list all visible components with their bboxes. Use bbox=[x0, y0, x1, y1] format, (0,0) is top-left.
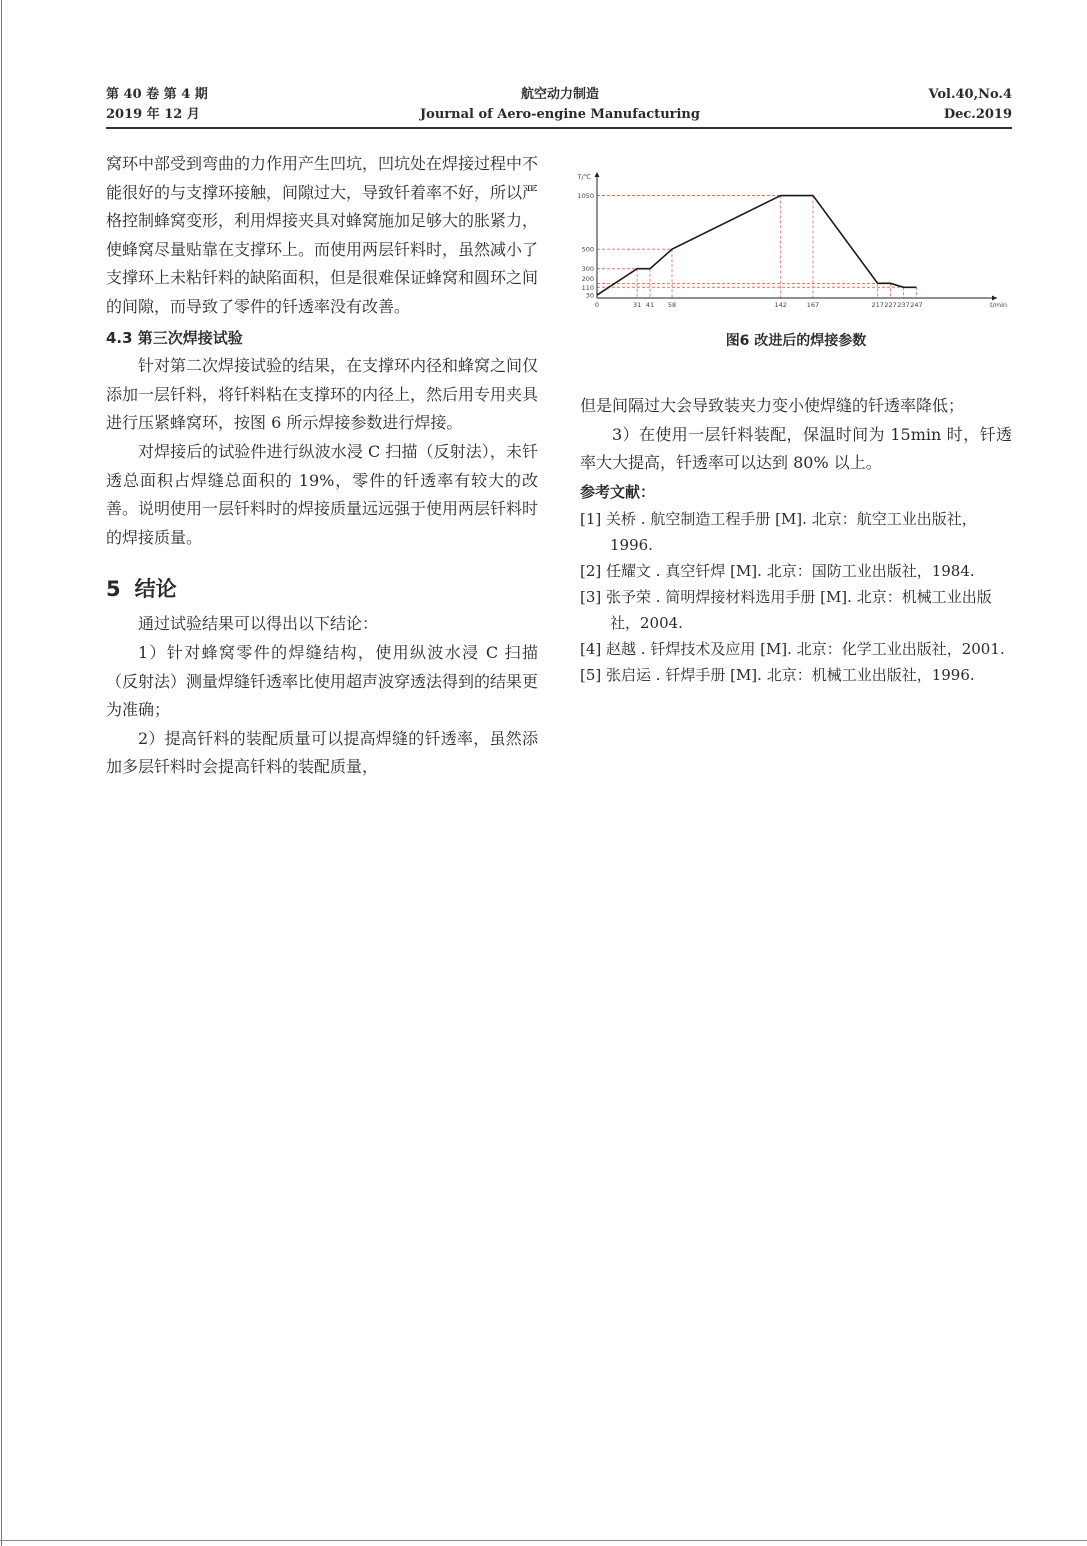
y-axis-label: T/℃ bbox=[577, 173, 591, 181]
x-tick-label: 227 bbox=[884, 301, 897, 309]
reference-item: [4] 赵越 . 钎焊技术及应用 [M]. 北京：化学工业出版社，2001. bbox=[580, 640, 1005, 659]
volume-issue-en: Vol.40,No.4 bbox=[928, 87, 1012, 102]
reference-item: [3] 张予荣 . 简明焊接材料选用手册 [M]. 北京：机械工业出版社，2004. bbox=[580, 588, 992, 633]
paragraph: 1）针对蜂窝零件的焊缝结构，使用纵波水浸 C 扫描（反射法）测量焊缝钎透率比使用超声波穿透法得到的结果更为准确； bbox=[106, 642, 539, 720]
x-tick-label: 217 bbox=[871, 301, 884, 309]
reference-list bbox=[580, 506, 1012, 688]
header-rule bbox=[106, 127, 1012, 129]
section-number: 5 bbox=[106, 577, 121, 602]
x-tick-label: 0 bbox=[594, 301, 600, 309]
reference-item: [1] 关桥 . 航空制造工程手册 [M]. 北京：航空工业出版社，1996. bbox=[580, 510, 977, 555]
x-tick-label: 58 bbox=[667, 301, 677, 309]
x-tick-label: 167 bbox=[806, 301, 820, 309]
page-border-bottom bbox=[0, 1540, 1087, 1541]
y-tick-label: 500 bbox=[581, 245, 594, 254]
paragraph: 2）提高钎料的装配质量可以提高焊缝的钎透率，虽然添加多层钎料时会提高钎料的装配质量， bbox=[106, 728, 538, 777]
welding-parameter-chart bbox=[565, 168, 1015, 318]
paragraph: 通过试验结果可以得出以下结论： bbox=[138, 614, 379, 634]
section-heading bbox=[106, 574, 538, 604]
temperature-series-line bbox=[597, 196, 916, 296]
paragraph: 针对第二次焊接试验的结果，在支撑环内径和蜂窝之间仅添加一层钎料，将钎料粘在支撑环的内径上，然后用专用夹具进行压紧蜂窝环，按图 6 所示焊接参数进行焊接。 bbox=[106, 356, 539, 433]
x-tick-label: 247 bbox=[910, 301, 923, 309]
y-tick-label: 110 bbox=[581, 283, 594, 292]
paragraph: 3）在使用一层钎料装配，保温时间为 15min 时，钎透率大大提高，钎透率可以达到 80% 以上。 bbox=[580, 424, 1012, 473]
x-tick-label: 142 bbox=[774, 301, 787, 309]
paragraph: 对焊接后的试验件进行纵波水浸 C 扫描（反射法），未钎透总面积占焊缝总面积的 19%，零件的钎透率有较大的改善。说明使用一层钎料时的焊接质量远远强于使用两层钎料时的焊接质量。 bbox=[106, 441, 539, 547]
volume-issue: 第 40 卷 第 4 期 bbox=[106, 87, 208, 102]
reference-item: [5] 张启运 . 钎焊手册 [M]. 北京：机械工业出版社，1996. bbox=[580, 666, 975, 685]
y-tick-label: 300 bbox=[581, 265, 594, 274]
y-axis-arrow bbox=[595, 172, 600, 177]
y-tick-label: 200 bbox=[581, 274, 594, 283]
left-column bbox=[106, 150, 538, 782]
y-tick-label: 1050 bbox=[577, 192, 594, 201]
paragraph: 但是间隔过大会导致装夹力变小使焊缝的钎透率降低； bbox=[580, 396, 965, 415]
figure-caption: 图6 改进后的焊接参数 bbox=[725, 333, 867, 349]
x-tick-label: 237 bbox=[897, 301, 910, 309]
y-tick-label: 30 bbox=[585, 291, 594, 300]
publication-date: 2019 年 12 月 bbox=[106, 107, 200, 122]
publication-date-en: Dec.2019 bbox=[943, 107, 1012, 122]
page-border-left bbox=[1, 0, 2, 1546]
x-axis-arrow bbox=[992, 296, 997, 301]
references-heading: 参考文献： bbox=[580, 482, 656, 501]
right-column bbox=[580, 392, 1012, 688]
subsection-heading: 4.3 第三次焊接试验 bbox=[106, 328, 243, 347]
x-axis-label: t/min bbox=[990, 301, 1007, 309]
journal-title-cn: 航空动力制造 bbox=[520, 87, 599, 102]
journal-title-en: Journal of Aero-engine Manufacturing bbox=[420, 107, 700, 122]
x-tick-label: 31 bbox=[632, 301, 642, 309]
reference-item: [2] 任耀文 . 真空钎焊 [M]. 北京：国防工业出版社，1984. bbox=[580, 562, 975, 581]
x-tick-label: 41 bbox=[645, 301, 655, 309]
section-title: 结论 bbox=[134, 577, 177, 602]
paragraph: 窝环中部受到弯曲的力作用产生凹坑，凹坑处在焊接过程中不能很好的与支撑环接触，间隙过大，导致钎着率不好，所以严格控制蜂窝变形，利用焊接夹具对蜂窝施加足够大的胀紧力，使蜂窝尽量贴靠在支撑环上。而使用两层钎料时，虽然减小了支撑环上未粘钎料的缺陷面积，但是很难保证蜂窝和圆环之间的间隙，而导致了零件的钎透率没有改善。 bbox=[106, 154, 539, 316]
